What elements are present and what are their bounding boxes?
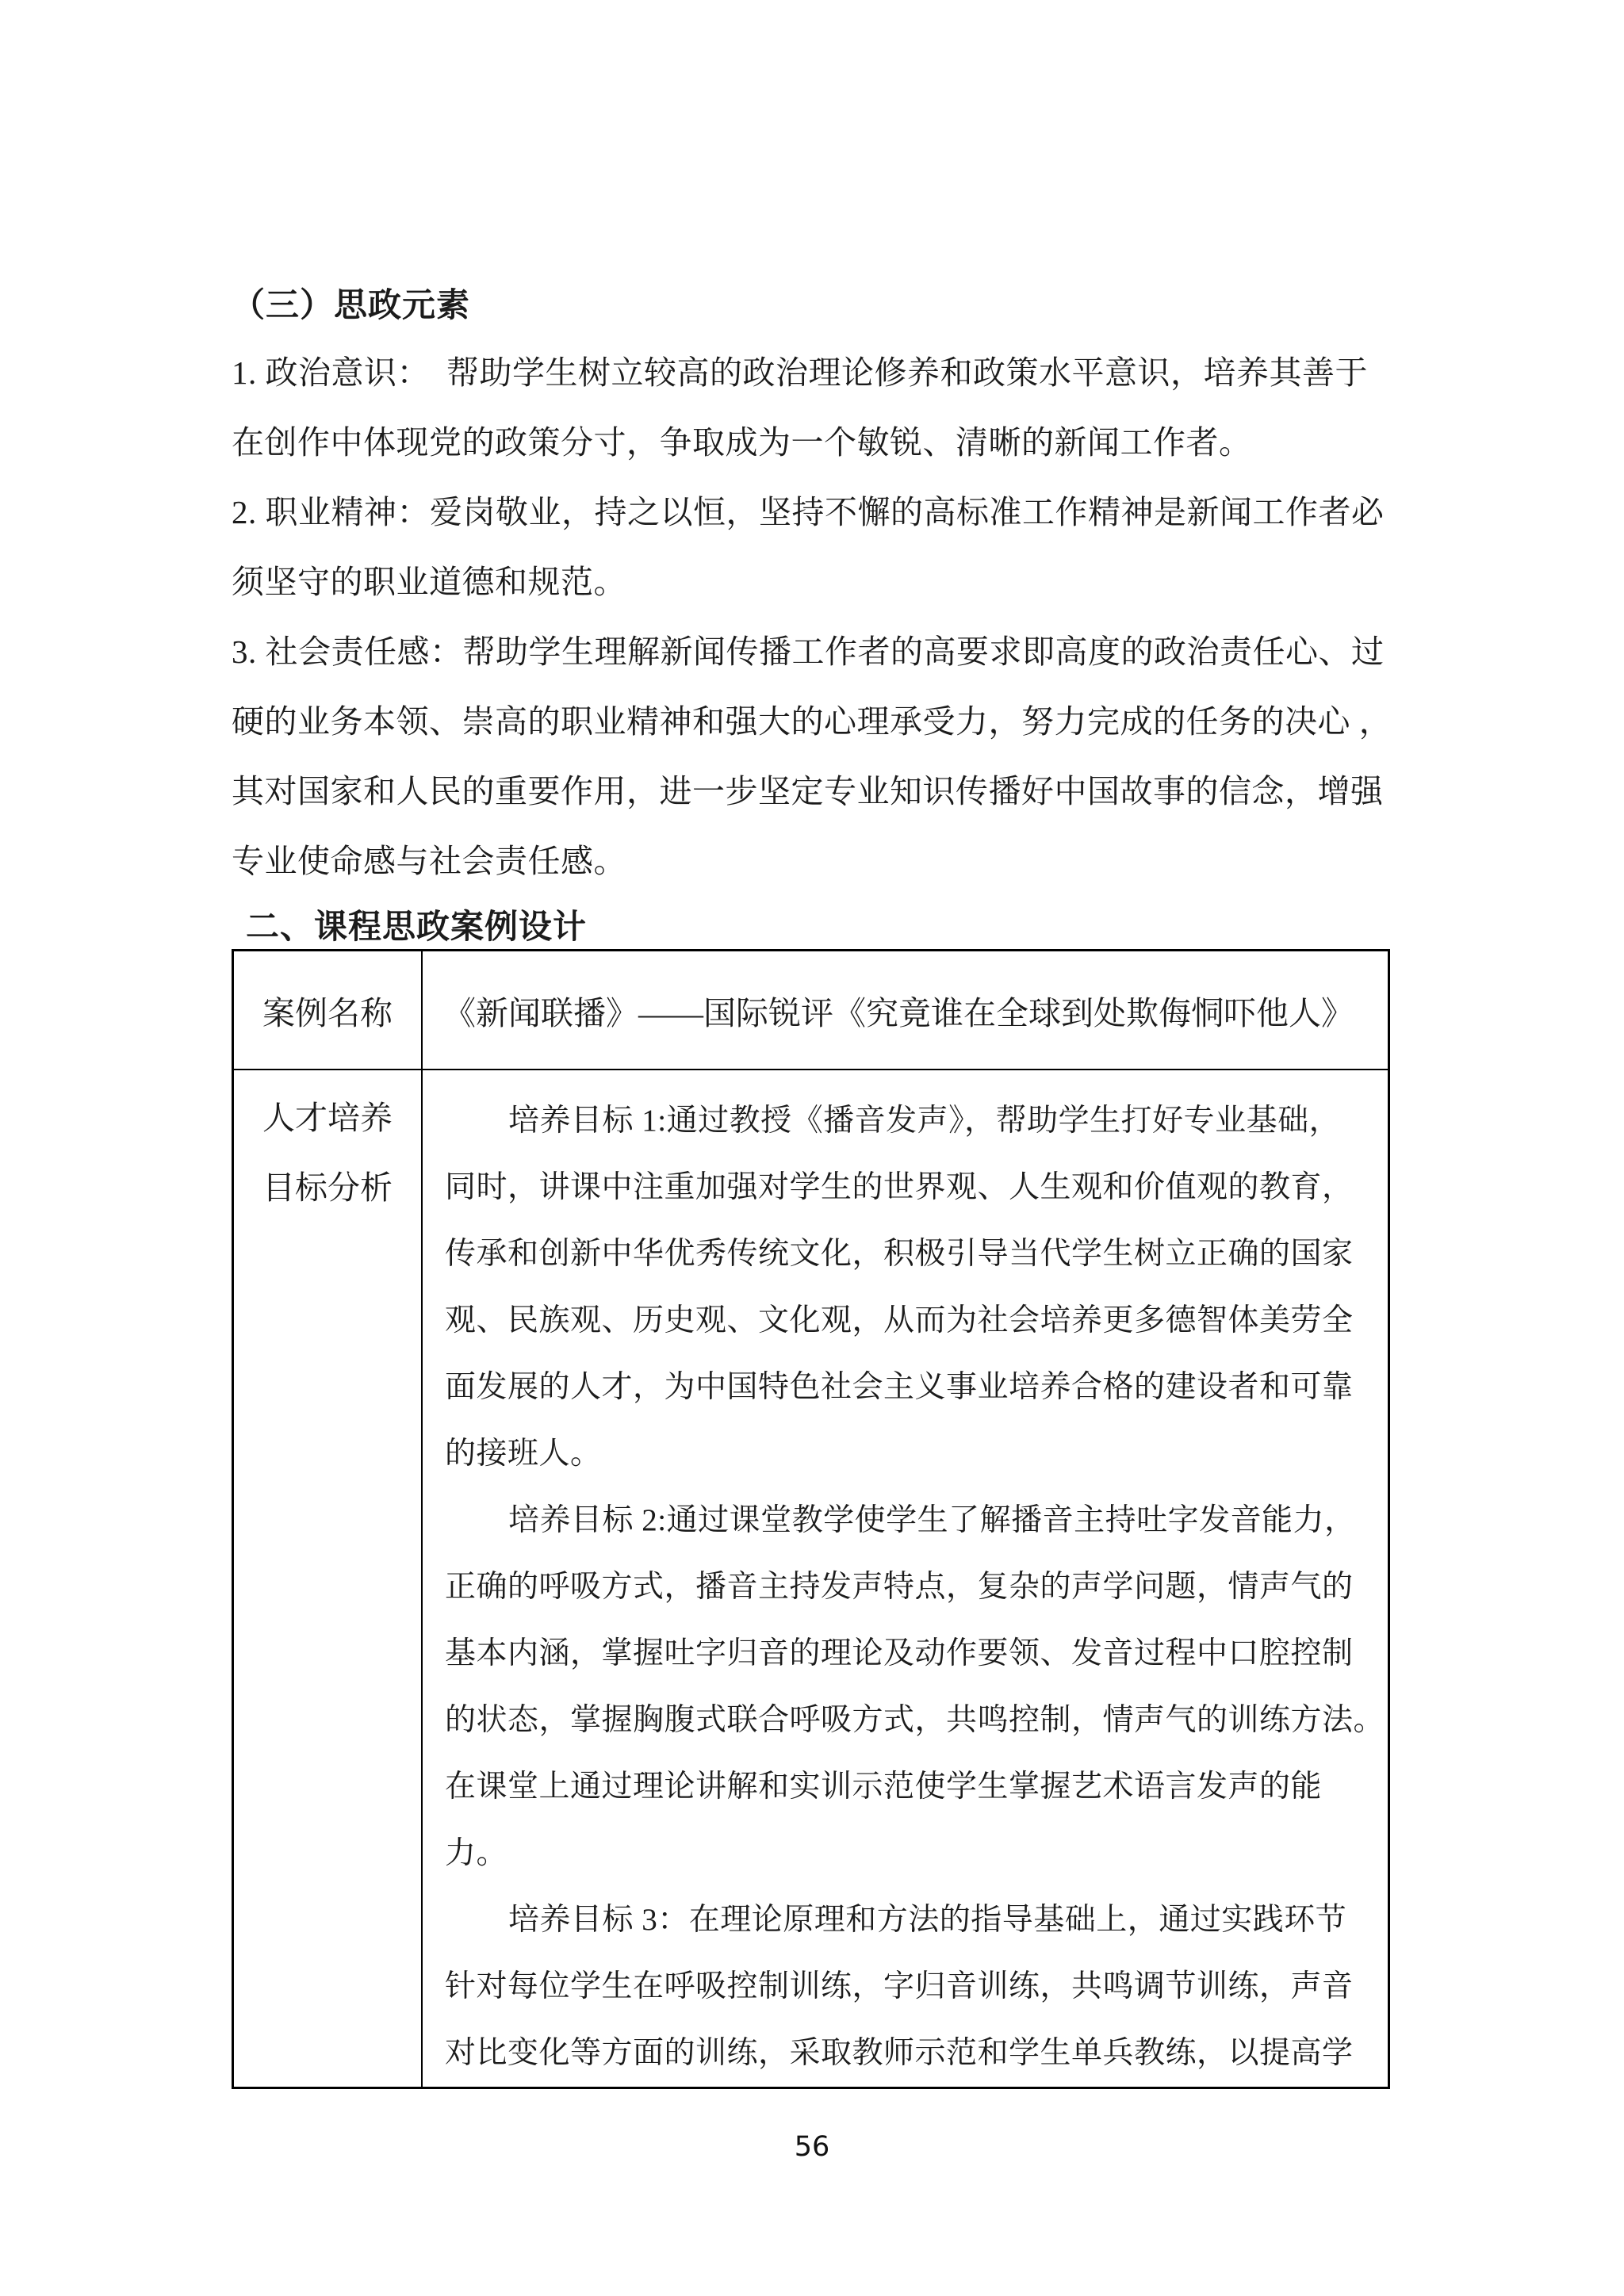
paragraph-line: 须坚守的职业道德和规范。: [232, 564, 626, 600]
subsection-heading: 二、课程思政案例设计: [246, 908, 588, 945]
table-text-line: 的接班人。: [445, 1437, 602, 1471]
table-text-line: 培养目标 1:通过教授《播音发声》，帮助学生打好专业基础，: [508, 1104, 1341, 1138]
table-row-case-name: [234, 951, 1388, 1070]
paragraph-line: 专业使命感与社会责任感。: [232, 843, 626, 879]
table-text-line: 力。: [445, 1836, 508, 1870]
label-line: 人才培养: [262, 1100, 393, 1136]
body-paragraphs: [232, 338, 1390, 896]
table-text-line: 同时，讲课中注重加强对学生的世界观、人生观和价值观的教育，: [445, 1170, 1354, 1204]
case-name-value-cell: 《新闻联播》——国际锐评《究竟谁在全球到处欺侮恫吓他人》: [443, 994, 1354, 1031]
table-text-line: 面发展的人才，为中国特色社会主义事业培养合格的建设者和可靠: [445, 1370, 1354, 1404]
table-text-line: 培养目标 3：在理论原理和方法的指导基础上，通过实践环节: [508, 1903, 1347, 1937]
paragraph-line: 1. 政治意识： 帮助学生树立较高的政治理论修养和政策水平意识，培养其善于: [232, 354, 1368, 391]
table-text-line: 传承和创新中华优秀传统文化，积极引导当代学生树立正确的国家: [445, 1237, 1354, 1271]
section-heading: （三）思政元素: [232, 286, 471, 323]
page-number: 56: [794, 2131, 830, 2163]
table-text-line: 观、民族观、历史观、文化观，从而为社会培养更多德智体美劳全: [445, 1303, 1354, 1337]
training-goals-content-cell: [423, 1070, 1388, 2087]
table-text-line: 正确的呼吸方式，播音主持发声特点，复杂的声学问题，情声气的: [445, 1570, 1354, 1604]
case-design-table: [232, 949, 1390, 2089]
paragraph-line: 其对国家和人民的重要作用，进一步坚定专业知识传播好中国故事的信念，增强: [232, 773, 1384, 809]
training-goals-label-cell: [234, 1070, 423, 2087]
table-text-line: 在课堂上通过理论讲解和实训示范使学生掌握艺术语言发声的能: [445, 1770, 1323, 1804]
case-name-label-cell: 案例名称: [234, 951, 423, 1069]
paragraph-line: 2. 职业精神：爱岗敬业，持之以恒，坚持不懈的高标准工作精神是新闻工作者必: [232, 494, 1385, 530]
table-text-line: 的状态，掌握胸腹式联合呼吸方式，共鸣控制，情声气的训练方法。: [445, 1703, 1385, 1737]
paragraph-line: 3. 社会责任感：帮助学生理解新闻传播工作者的高要求即高度的政治责任心、过: [232, 633, 1385, 670]
paragraph-line: 在创作中体现党的政策分寸，争取成为一个敏锐、清晰的新闻工作者。: [232, 424, 1252, 461]
table-row-training-goals: [234, 1070, 1388, 2087]
table-text-line: 对比变化等方面的训练，采取教师示范和学生单兵教练，以提高学: [445, 2036, 1354, 2070]
paragraph-line: 硬的业务本领、崇高的职业精神和强大的心理承受力，努力完成的任务的决心 ，: [232, 703, 1392, 740]
table-text-line: 基本内涵，掌握吐字归音的理论及动作要领、发音过程中口腔控制: [445, 1636, 1354, 1670]
table-text-line: 针对每位学生在呼吸控制训练，字归音训练，共鸣调节训练，声音: [445, 1969, 1354, 2003]
table-text-line: 培养目标 2:通过课堂教学使学生了解播音主持吐字发音能力，: [508, 1503, 1356, 1537]
label-line: 目标分析: [262, 1169, 393, 1206]
